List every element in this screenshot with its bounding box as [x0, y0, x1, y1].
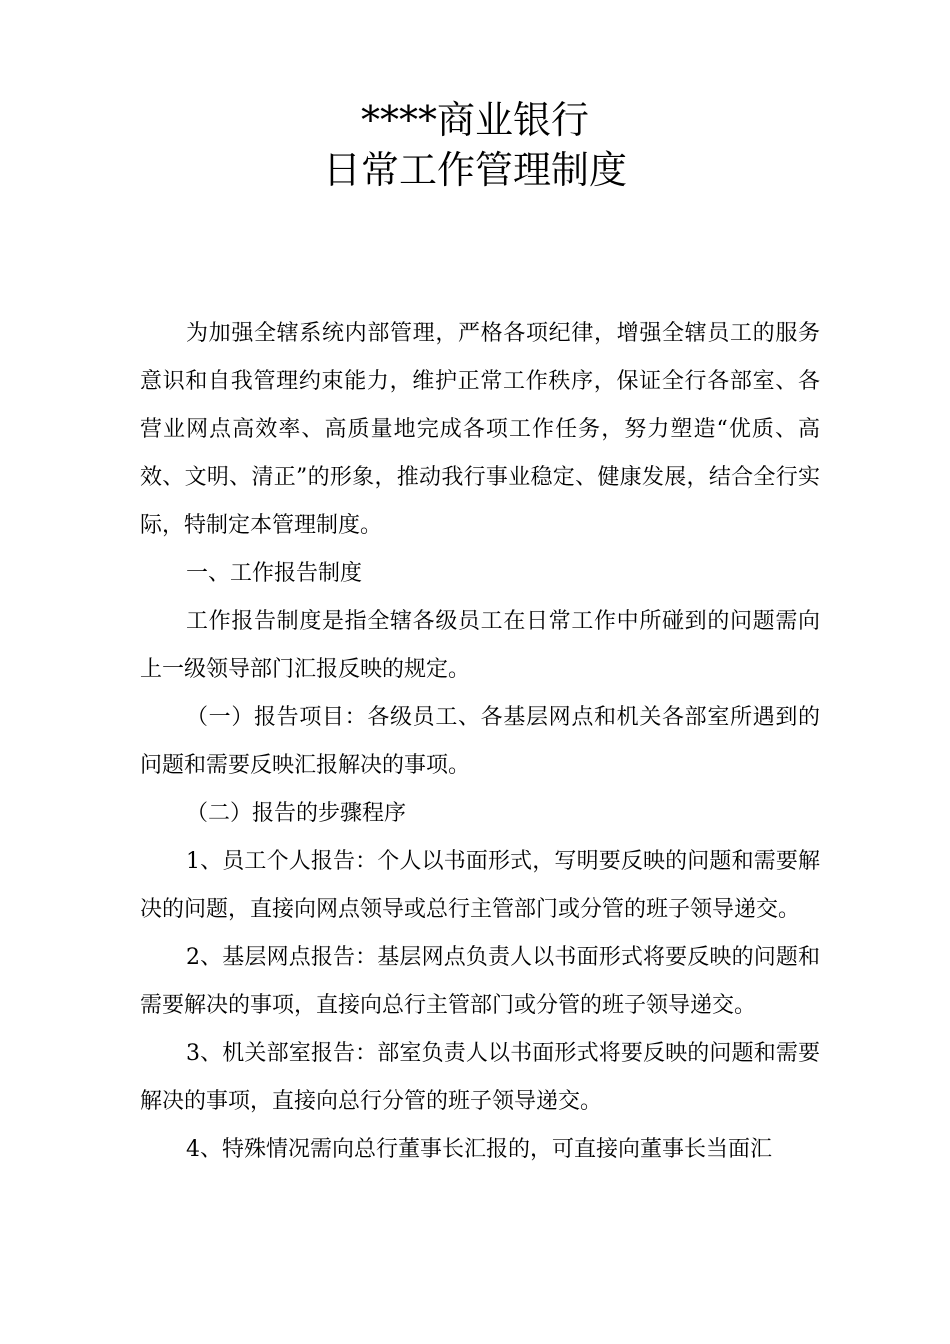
document-title-line-1: ****商业银行 — [360, 98, 589, 142]
paragraph-step-3: 3、机关部室报告：部室负责人以书面形式将要反映的问题和需要解决的事项，直接向总行分管的班子领导递交。 — [140, 1041, 820, 1114]
section-heading-1: 一、工作报告制度 — [186, 561, 363, 586]
document-body — [140, 310, 820, 1174]
paragraph-step-1: 1、员工个人报告：个人以书面形式，写明要反映的问题和需要解决的问题，直接向网点领导或总行主管部门或分管的班子领导递交。 — [140, 849, 820, 922]
paragraph-definition: 工作报告制度是指全辖各级员工在日常工作中所碰到的问题需向上一级领导部门汇报反映的规定。 — [140, 609, 820, 682]
paragraph-report-steps: （二）报告的步骤程序 — [186, 801, 407, 826]
paragraph-report-items: （一）报告项目：各级员工、各基层网点和机关各部室所遇到的问题和需要反映汇报解决的事项。 — [140, 705, 820, 778]
paragraph-step-4: 4、特殊情况需向总行董事长汇报的，可直接向董事长当面汇 — [186, 1137, 772, 1162]
paragraph-preamble: 为加强全辖系统内部管理，严格各项纪律，增强全辖员工的服务意识和自我管理约束能力，维护正常工作秩序，保证全行各部室、各营业网点高效率、高质量地完成各项工作任务，努力塑造“优质、高效、文明、清正”的形象，推动我行事业稳定、健康发展，结合全行实际，特制定本管理制度。 — [140, 321, 820, 538]
document-title-line-2: 日常工作管理制度 — [322, 148, 627, 192]
paragraph-step-2: 2、基层网点报告：基层网点负责人以书面形式将要反映的问题和需要解决的事项，直接向总行主管部门或分管的班子领导递交。 — [140, 945, 820, 1018]
